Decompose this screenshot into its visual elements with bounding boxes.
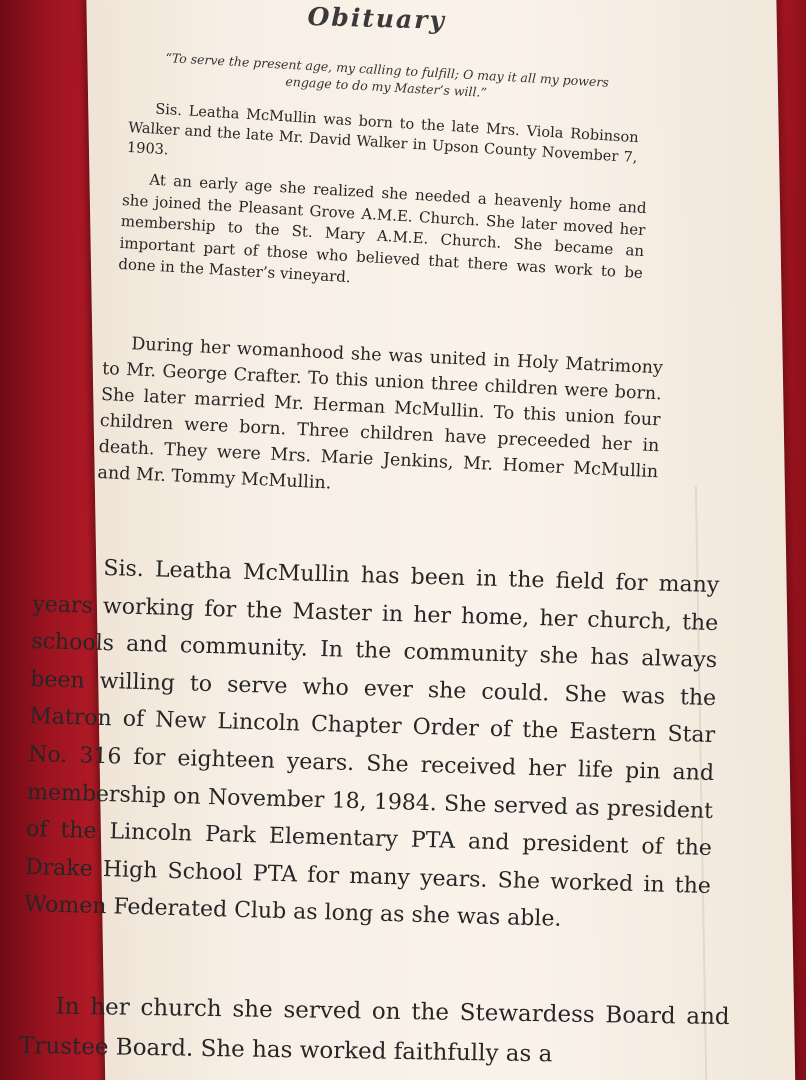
scripture-quote: “To serve the present age, my calling to fulfill; O may it all my powers engage to do my Master’s will.” [165,50,610,100]
paragraph-church: At an early age she realized she needed a heavenly home and she joined the Pleasant Grove A.M.E. Church. She later moved her membership to the St. Mary A.M.E. Church. She became an important part of those who believed that there was work to be done in the Master’s vineyard. [117,170,648,287]
paragraph-birth: Sis. Leatha McMullin was born to the late Mrs. Viola Robinson Walker and the late Mr. David Walker in Upson County November 7, 1903. [126,101,639,167]
paragraph-service: Sis. Leatha McMullin has been in the field for many years working for the Master in her home, her church, the schools and community. In the community she has always been willing to serve who ever she could. She was the Matron of New Lincoln Chapter Order of the Eastern Star No. 316 for eighteen years. She received her life pin and membership on November 18, 1984. She served as president of the Lincoln Park Elementary PTA and president of the Drake High School PTA for many years. She worked in the Women Federated Club as long as she was able. [23,555,720,933]
paragraph-family: During her womanhood she was united in Holy Matrimony to Mr. George Crafter. To this union three children were born. She later married Mr. Herman McMullin. To this union four children were born. Three children have preceeded her in death. They were Mrs. Marie Jenkins, Mr. Homer McMullin and Mr. Tommy McMullin. [97,334,664,494]
paragraph-church-boards: In her church she served on the Stewardess Board and Trustee Board. She has worked faithfully as a [18,993,730,1068]
document-title: Obituary [307,2,447,35]
